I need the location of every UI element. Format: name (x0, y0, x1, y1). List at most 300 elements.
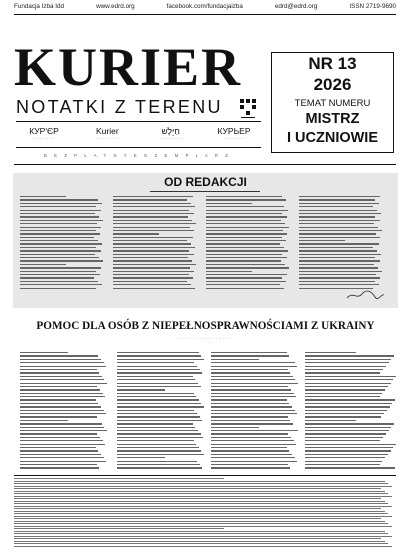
publisher-name: Fundacja Izba Idd (14, 3, 65, 10)
text-line (117, 403, 201, 404)
text-line (305, 420, 356, 421)
text-line (20, 410, 104, 411)
text-line (299, 250, 377, 251)
text-line (299, 203, 379, 204)
text-line (117, 467, 202, 468)
text-line (299, 216, 375, 217)
text-line (206, 284, 280, 285)
languages-rule (16, 147, 261, 148)
text-line (117, 461, 197, 462)
text-line (113, 260, 192, 261)
text-line (117, 410, 194, 411)
text-line (117, 355, 201, 356)
text-line (305, 396, 380, 397)
text-line (14, 531, 385, 532)
text-line (117, 430, 198, 431)
text-line (14, 506, 392, 507)
text-line (206, 220, 281, 221)
text-line (14, 496, 392, 497)
text-line (20, 464, 97, 465)
email-link[interactable]: edrd@edrd.org (274, 3, 318, 10)
text-line (113, 277, 193, 278)
text-line (305, 393, 382, 394)
text-line (206, 257, 287, 258)
text-line (20, 413, 106, 414)
text-line (117, 454, 204, 455)
text-line (117, 393, 194, 394)
text-line (20, 372, 99, 373)
text-line (305, 433, 386, 434)
text-line (211, 433, 288, 434)
editorial-title-rule (150, 191, 260, 192)
text-line (117, 413, 197, 414)
text-line (211, 461, 297, 462)
text-line (113, 271, 194, 272)
text-line (14, 503, 388, 504)
text-line (211, 454, 292, 455)
text-line (211, 410, 295, 411)
text-line (20, 257, 99, 258)
text-line (113, 233, 159, 234)
text-line (117, 444, 196, 445)
text-line (117, 450, 201, 451)
text-line (211, 406, 292, 407)
text-line (20, 271, 96, 272)
text-line (299, 210, 377, 211)
text-line (299, 223, 374, 224)
text-line (113, 284, 191, 285)
text-line (117, 369, 200, 370)
text-line (113, 267, 190, 268)
text-line (14, 546, 392, 547)
text-line (305, 437, 383, 438)
text-line (20, 393, 103, 394)
text-line (113, 281, 187, 282)
text-line (14, 536, 392, 537)
editorial-title: OD REDAKCJI (164, 175, 247, 189)
text-line (211, 427, 259, 428)
text-line (113, 247, 195, 248)
text-line (113, 257, 188, 258)
text-line (299, 237, 380, 238)
footer-text (14, 478, 396, 548)
text-line (20, 406, 101, 407)
text-line (117, 372, 202, 373)
language-edition-label: КУР'ЄР (29, 126, 59, 136)
text-line (117, 352, 199, 353)
text-line (206, 223, 285, 224)
text-line (20, 423, 102, 424)
text-line (206, 281, 286, 282)
text-line (299, 257, 375, 258)
article-column (117, 352, 205, 474)
text-line (117, 379, 195, 380)
text-line (20, 281, 98, 282)
text-line (20, 220, 103, 221)
text-line (206, 240, 286, 241)
text-line (113, 274, 189, 275)
text-line (211, 396, 296, 397)
text-line (117, 457, 165, 458)
text-line (113, 213, 194, 214)
text-line (305, 430, 389, 431)
text-line (305, 376, 396, 377)
text-line (20, 227, 101, 228)
text-line (211, 362, 295, 363)
top-rule (14, 14, 396, 15)
text-line (117, 362, 194, 363)
free-copy-label: B E Z P Ł A T N Y E G Z E M P L A R Z (44, 153, 231, 158)
text-line (117, 423, 193, 424)
text-line (20, 359, 101, 360)
text-line (20, 362, 104, 363)
text-line (20, 433, 97, 434)
text-line (299, 247, 373, 248)
text-line (305, 413, 384, 414)
text-line (299, 284, 379, 285)
topic-line-1: MISTRZ (305, 111, 360, 127)
masthead-subtitle: NOTATKI Z TERENU (16, 97, 223, 117)
text-line (113, 206, 195, 207)
text-line (20, 237, 94, 238)
text-line (211, 372, 290, 373)
text-line (211, 376, 293, 377)
text-line (299, 233, 376, 234)
text-line (211, 352, 287, 353)
text-line (211, 393, 294, 394)
text-line (305, 423, 394, 424)
section-rule (14, 164, 396, 165)
text-line (305, 427, 391, 428)
text-line (20, 230, 96, 231)
text-line (20, 206, 96, 207)
article-column (211, 352, 299, 474)
text-line (206, 277, 282, 278)
text-line (305, 403, 392, 404)
text-line (20, 213, 95, 214)
text-line (117, 396, 196, 397)
text-line (113, 254, 194, 255)
language-edition: КУРЬЕР · · · · · · · · · · (206, 126, 262, 141)
text-line (305, 369, 383, 370)
text-line (113, 264, 196, 265)
text-line (305, 406, 390, 407)
text-line (211, 366, 297, 367)
text-line (117, 389, 165, 390)
text-line (20, 288, 96, 289)
text-line (211, 447, 287, 448)
website-link[interactable]: www.edrd.org (96, 3, 135, 10)
text-line (211, 389, 291, 390)
text-line (206, 203, 252, 204)
text-line (117, 376, 193, 377)
text-line (305, 464, 380, 465)
text-line (117, 447, 199, 448)
text-line (14, 541, 385, 542)
text-line (206, 199, 286, 200)
text-line (14, 538, 381, 539)
issue-number: NR 13 (308, 54, 357, 73)
signature-icon (345, 289, 385, 301)
editorial-column (113, 196, 197, 292)
text-line (20, 277, 94, 278)
text-line (117, 440, 194, 441)
text-line (20, 199, 98, 200)
text-line (299, 267, 378, 268)
text-line (211, 379, 295, 380)
text-line (206, 247, 284, 248)
language-edition-label: Kurier (95, 126, 119, 136)
text-line (20, 247, 96, 248)
text-line (305, 450, 391, 451)
topic-label: TEMAT NUMERU (294, 98, 371, 109)
language-edition: חַיֵּלֶשׁ · · · · · · · · · · (143, 126, 199, 141)
text-line (299, 264, 374, 265)
text-line (20, 437, 100, 438)
text-line (20, 203, 102, 204)
fundation-logo-icon (239, 97, 257, 119)
text-line (117, 386, 201, 387)
text-line (211, 403, 289, 404)
text-line (305, 454, 388, 455)
text-line (206, 274, 287, 275)
text-line (20, 379, 104, 380)
text-line (211, 355, 289, 356)
text-line (20, 450, 98, 451)
text-line (305, 410, 387, 411)
article-title: POMOC DLA OSÓB Z NIEPEŁNOSPRAWNOŚCIAMI Z UKRAINY (36, 320, 375, 332)
text-line (206, 196, 282, 197)
language-edition-label: חַיֵּלֶשׁ (161, 126, 180, 136)
editorial-column (299, 196, 383, 292)
text-line (305, 416, 381, 417)
text-line (14, 491, 385, 492)
text-line (299, 274, 376, 275)
text-line (14, 483, 388, 484)
text-line (211, 464, 288, 465)
text-line (20, 264, 66, 265)
text-line (14, 521, 385, 522)
editorial-column (20, 196, 104, 292)
text-line (117, 383, 198, 384)
text-line (14, 508, 381, 509)
language-edition: КУР'ЄР · · · · · · · · · · (16, 126, 72, 141)
text-line (20, 396, 105, 397)
text-line (305, 447, 393, 448)
text-line (206, 216, 287, 217)
text-line (117, 416, 200, 417)
footer-rule (14, 475, 396, 476)
text-line (299, 206, 373, 207)
text-line (305, 444, 396, 445)
text-line (206, 206, 284, 207)
text-line (117, 420, 202, 421)
text-line (305, 399, 395, 400)
text-line (20, 260, 103, 261)
text-line (299, 220, 380, 221)
text-line (305, 355, 394, 356)
text-line (113, 203, 191, 204)
text-line (20, 430, 107, 431)
text-line (117, 437, 203, 438)
text-line (305, 440, 380, 441)
text-line (299, 227, 378, 228)
text-line (20, 376, 102, 377)
text-line (20, 369, 97, 370)
text-line (20, 427, 104, 428)
text-line (20, 457, 104, 458)
text-line (14, 511, 385, 512)
editorial-column (206, 196, 290, 292)
text-line (113, 196, 193, 197)
text-line (20, 403, 98, 404)
text-line (20, 352, 68, 353)
text-line (211, 423, 293, 424)
text-line (206, 264, 285, 265)
text-line (117, 406, 204, 407)
text-line (20, 250, 101, 251)
text-line (206, 254, 282, 255)
topic-line-2: I UCZNIOWIE (286, 130, 379, 146)
text-line (20, 383, 107, 384)
masthead-title: KURIER (14, 37, 243, 97)
text-line (20, 366, 106, 367)
text-line (305, 386, 388, 387)
text-line (20, 254, 95, 255)
text-line (206, 271, 252, 272)
facebook-link[interactable]: facebook.com/fundacjaizba (166, 3, 243, 10)
text-line (113, 243, 191, 244)
text-line (113, 199, 187, 200)
text-line (117, 427, 195, 428)
text-line (20, 386, 97, 387)
text-line (305, 352, 356, 353)
text-line (113, 220, 192, 221)
text-line (20, 467, 99, 468)
text-line (206, 213, 282, 214)
text-line (206, 288, 284, 289)
text-line (211, 383, 298, 384)
issn-number: ISSN 2719-9690 (349, 3, 396, 10)
text-line (20, 284, 102, 285)
article-byline: · · · · · · · · · · · · · · · (179, 336, 232, 341)
subtitle-rule (16, 121, 261, 122)
text-line (211, 413, 297, 414)
text-line (20, 420, 68, 421)
text-line (14, 513, 388, 514)
issue-box (271, 52, 394, 153)
text-line (206, 250, 288, 251)
text-line (14, 493, 388, 494)
text-line (117, 366, 197, 367)
top-info-bar (14, 3, 396, 13)
text-line (14, 481, 385, 482)
text-line (20, 461, 106, 462)
text-line (211, 399, 287, 400)
text-line (20, 355, 98, 356)
text-line (14, 488, 381, 489)
language-edition-label: КУРЬЕР (217, 126, 251, 136)
text-line (20, 216, 99, 217)
text-line (211, 437, 291, 438)
text-line (211, 457, 295, 458)
text-line (20, 440, 103, 441)
text-line (14, 518, 381, 519)
text-line (305, 362, 389, 363)
text-line (206, 267, 289, 268)
text-line (113, 240, 187, 241)
text-line (305, 389, 385, 390)
text-line (299, 243, 379, 244)
text-line (20, 233, 100, 234)
text-line (305, 359, 391, 360)
article-column (305, 352, 397, 474)
text-line (305, 457, 385, 458)
language-edition: Kurier · · · · · · · · · · (79, 126, 135, 141)
text-line (14, 533, 388, 534)
text-line (113, 288, 195, 289)
text-line (20, 416, 97, 417)
text-line (14, 478, 224, 479)
text-line (211, 444, 296, 445)
text-line (20, 267, 101, 268)
text-line (211, 420, 290, 421)
text-line (305, 383, 391, 384)
text-line (14, 526, 392, 527)
text-line (206, 260, 281, 261)
text-line (113, 227, 190, 228)
text-line (299, 271, 382, 272)
text-line (206, 210, 288, 211)
text-line (20, 223, 97, 224)
text-line (211, 467, 290, 468)
text-line (14, 528, 224, 529)
text-line (20, 444, 105, 445)
text-line (20, 210, 101, 211)
text-line (117, 464, 200, 465)
language-editions (16, 126, 262, 141)
text-line (299, 254, 381, 255)
text-line (20, 389, 100, 390)
issue-year: 2026 (313, 75, 352, 94)
text-line (14, 501, 385, 502)
text-line (14, 516, 392, 517)
text-line (14, 523, 388, 524)
text-line (20, 243, 102, 244)
text-line (299, 277, 380, 278)
text-line (20, 454, 101, 455)
text-line (206, 230, 283, 231)
text-line (20, 274, 100, 275)
text-line (299, 213, 381, 214)
article-column (20, 352, 108, 474)
text-line (113, 230, 194, 231)
text-line (305, 467, 395, 468)
text-line (305, 379, 393, 380)
text-line (113, 250, 189, 251)
text-line (211, 369, 288, 370)
text-line (211, 450, 289, 451)
text-line (211, 440, 294, 441)
text-line (206, 233, 287, 234)
text-line (305, 366, 386, 367)
text-line (299, 196, 380, 197)
text-line (299, 199, 375, 200)
text-line (211, 430, 298, 431)
text-line (20, 196, 66, 197)
text-line (113, 223, 196, 224)
text-line (117, 399, 199, 400)
